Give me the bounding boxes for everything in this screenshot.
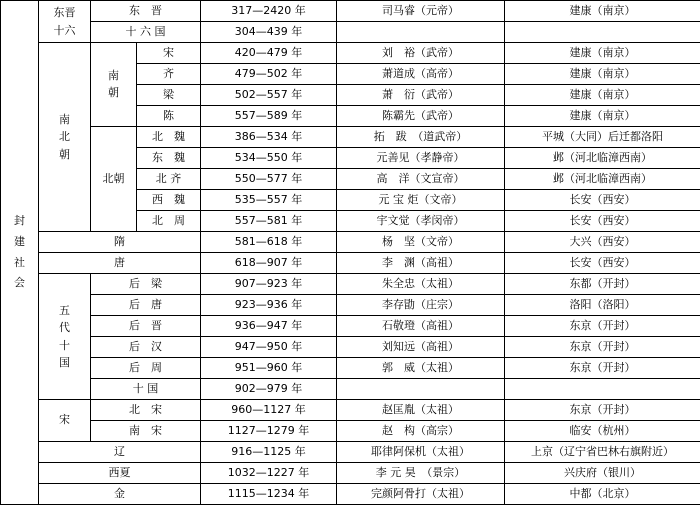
dynasty-name: 东 魏 — [137, 148, 201, 169]
dynasty-founder: 萧 衍（武帝） — [337, 85, 505, 106]
dynasty-name: 北 齐 — [137, 169, 201, 190]
dynasty-founder: 刘 裕（武帝） — [337, 43, 505, 64]
table-row — [1, 43, 700, 64]
table-row — [1, 400, 700, 421]
dynasty-capital: 建康（南京） — [505, 85, 700, 106]
dynasty-years: 618—907 年 — [201, 253, 337, 274]
table-row — [1, 484, 700, 505]
subgroup-label-line2: 朝 — [91, 85, 136, 102]
dynasty-capital: 建康（南京） — [505, 1, 700, 22]
group-label-line1: 南 — [39, 111, 90, 128]
dynasty-name: 北 魏 — [137, 127, 201, 148]
dynasty-years: 557—589 年 — [201, 106, 337, 127]
dynasty-name: 西夏 — [39, 463, 201, 484]
era-char-4: 会 — [1, 273, 38, 294]
dynasty-capital: 长安（西安） — [505, 190, 700, 211]
dynasty-founder: 拓 跋 （道武帝） — [337, 127, 505, 148]
dynasty-capital: 东京（开封） — [505, 400, 700, 421]
table-row — [1, 421, 700, 442]
dynasty-capital: 上京（辽宁省巴林右旗附近） — [505, 442, 700, 463]
dynasty-years: 960—1127 年 — [201, 400, 337, 421]
dynasty-founder: 李 渊（高祖） — [337, 253, 505, 274]
dynasty-founder: 杨 坚（文帝） — [337, 232, 505, 253]
dynasty-capital: 中都（北京） — [505, 484, 700, 505]
dynasty-founder: 郭 威（太祖） — [337, 358, 505, 379]
group-label-line4: 国 — [39, 354, 90, 371]
dynasty-name: 金 — [39, 484, 201, 505]
table-row — [1, 463, 700, 484]
dynasty-capital: 东京（开封） — [505, 358, 700, 379]
group-label-line1: 东晋 — [39, 4, 90, 21]
dynasty-name: 齐 — [137, 64, 201, 85]
dynasty-founder — [337, 22, 505, 43]
dynasty-name: 南 宋 — [91, 421, 201, 442]
dynasty-capital: 东京（开封） — [505, 316, 700, 337]
dynasty-name: 陈 — [137, 106, 201, 127]
dynasty-capital: 建康（南京） — [505, 64, 700, 85]
dynasty-years: 947—950 年 — [201, 337, 337, 358]
era-char-2: 建 — [1, 232, 38, 253]
table-row — [1, 127, 700, 148]
dynasty-years: 304—439 年 — [201, 22, 337, 43]
dynasty-capital: 东京（开封） — [505, 337, 700, 358]
group-dongjin-shiliuguo — [39, 1, 91, 43]
dynasty-years: 936—947 年 — [201, 316, 337, 337]
group-nanbeichao — [39, 43, 91, 232]
era-char-1: 封 — [1, 211, 38, 232]
dynasty-name: 北 周 — [137, 211, 201, 232]
table-row — [1, 442, 700, 463]
subgroup-nanchao — [91, 43, 137, 127]
table-row — [1, 295, 700, 316]
dynasty-founder: 赵匡胤（太祖） — [337, 400, 505, 421]
dynasty-capital: 长安（西安） — [505, 211, 700, 232]
dynasty-capital — [505, 22, 700, 43]
subgroup-label-line1: 南 — [91, 68, 136, 85]
dynasty-name: 后 周 — [91, 358, 201, 379]
dynasty-years: 557—581 年 — [201, 211, 337, 232]
dynasty-name: 后 汉 — [91, 337, 201, 358]
table-row — [1, 253, 700, 274]
dynasty-founder: 陈霸先（武帝） — [337, 106, 505, 127]
dynasty-years: 1032—1227 年 — [201, 463, 337, 484]
group-song: 宋 — [39, 400, 91, 442]
table-row — [1, 22, 700, 43]
dynasty-years: 420—479 年 — [201, 43, 337, 64]
table-row — [1, 337, 700, 358]
table-row — [1, 316, 700, 337]
dynasty-name: 后 唐 — [91, 295, 201, 316]
dynasty-years: 1127—1279 年 — [201, 421, 337, 442]
dynasty-capital: 邺（河北临漳西南） — [505, 169, 700, 190]
dynasty-founder: 完颜阿骨打（太祖） — [337, 484, 505, 505]
dynasty-years: 502—557 年 — [201, 85, 337, 106]
dynasty-name: 隋 — [39, 232, 201, 253]
dynasty-capital: 临安（杭州） — [505, 421, 700, 442]
dynasty-name: 十 六 国 — [91, 22, 201, 43]
dynasty-name: 唐 — [39, 253, 201, 274]
table-row — [1, 232, 700, 253]
table-row — [1, 358, 700, 379]
group-wudai-shiguo — [39, 274, 91, 400]
dynasty-years: 951—960 年 — [201, 358, 337, 379]
dynasty-years: 317—2420 年 — [201, 1, 337, 22]
dynasty-founder: 刘知远（高祖） — [337, 337, 505, 358]
dynasty-years: 907—923 年 — [201, 274, 337, 295]
dynasty-name: 十 国 — [91, 379, 201, 400]
dynasty-capital: 平城（大同）后迁都洛阳 — [505, 127, 700, 148]
dynasty-name: 西 魏 — [137, 190, 201, 211]
group-label-line2: 十六 — [39, 22, 90, 39]
dynasty-capital — [505, 379, 700, 400]
dynasty-founder: 萧道成（高帝） — [337, 64, 505, 85]
dynasty-years: 1115—1234 年 — [201, 484, 337, 505]
dynasty-years: 916—1125 年 — [201, 442, 337, 463]
dynasty-founder: 元 宝 炬（文帝） — [337, 190, 505, 211]
dynasty-capital: 洛阳（洛阳） — [505, 295, 700, 316]
dynasty-founder: 赵 构（高宗） — [337, 421, 505, 442]
dynasty-name: 后 晋 — [91, 316, 201, 337]
dynasty-name: 梁 — [137, 85, 201, 106]
subgroup-beichao: 北朝 — [91, 127, 137, 232]
dynasty-years: 550—577 年 — [201, 169, 337, 190]
dynasty-name: 北 宋 — [91, 400, 201, 421]
era-label-cell — [1, 1, 39, 505]
dynasty-founder: 元善见（孝静帝） — [337, 148, 505, 169]
dynasty-name: 宋 — [137, 43, 201, 64]
group-label-line2: 北 — [39, 128, 90, 145]
group-label-line2: 代 — [39, 319, 90, 336]
dynasty-founder: 耶律阿保机（太祖） — [337, 442, 505, 463]
dynasty-founder — [337, 379, 505, 400]
table-row — [1, 274, 700, 295]
dynasty-years: 581—618 年 — [201, 232, 337, 253]
dynasty-years: 902—979 年 — [201, 379, 337, 400]
dynasty-name: 辽 — [39, 442, 201, 463]
group-label-line3: 朝 — [39, 146, 90, 163]
dynasty-years: 535—557 年 — [201, 190, 337, 211]
table-row — [1, 379, 700, 400]
dynasty-capital: 建康（南京） — [505, 43, 700, 64]
group-label-line3: 十 — [39, 337, 90, 354]
dynasty-years: 386—534 年 — [201, 127, 337, 148]
dynasty-capital: 大兴（西安） — [505, 232, 700, 253]
dynasty-capital: 长安（西安） — [505, 253, 700, 274]
dynasty-capital: 东都（开封） — [505, 274, 700, 295]
dynasty-founder: 宇文觉（孝闵帝） — [337, 211, 505, 232]
table-row — [1, 1, 700, 22]
group-label-line1: 五 — [39, 302, 90, 319]
dynasty-years: 923—936 年 — [201, 295, 337, 316]
dynasty-founder: 李存勖（庄宗） — [337, 295, 505, 316]
dynasty-founder: 石敬璒（高祖） — [337, 316, 505, 337]
dynasty-capital: 兴庆府（银川） — [505, 463, 700, 484]
dynasty-founder: 朱全忠（太祖） — [337, 274, 505, 295]
dynasty-founder: 司马睿（元帝） — [337, 1, 505, 22]
dynasty-years: 479—502 年 — [201, 64, 337, 85]
dynasty-capital: 邺（河北临漳西南） — [505, 148, 700, 169]
dynasty-name: 后 梁 — [91, 274, 201, 295]
dynasty-capital: 建康（南京） — [505, 106, 700, 127]
era-char-3: 社 — [1, 253, 38, 274]
dynasty-founder: 高 洋（文宣帝） — [337, 169, 505, 190]
dynasty-founder: 李 元 昊 （景宗） — [337, 463, 505, 484]
dynasty-name: 东 晋 — [91, 1, 201, 22]
dynasty-years: 534—550 年 — [201, 148, 337, 169]
